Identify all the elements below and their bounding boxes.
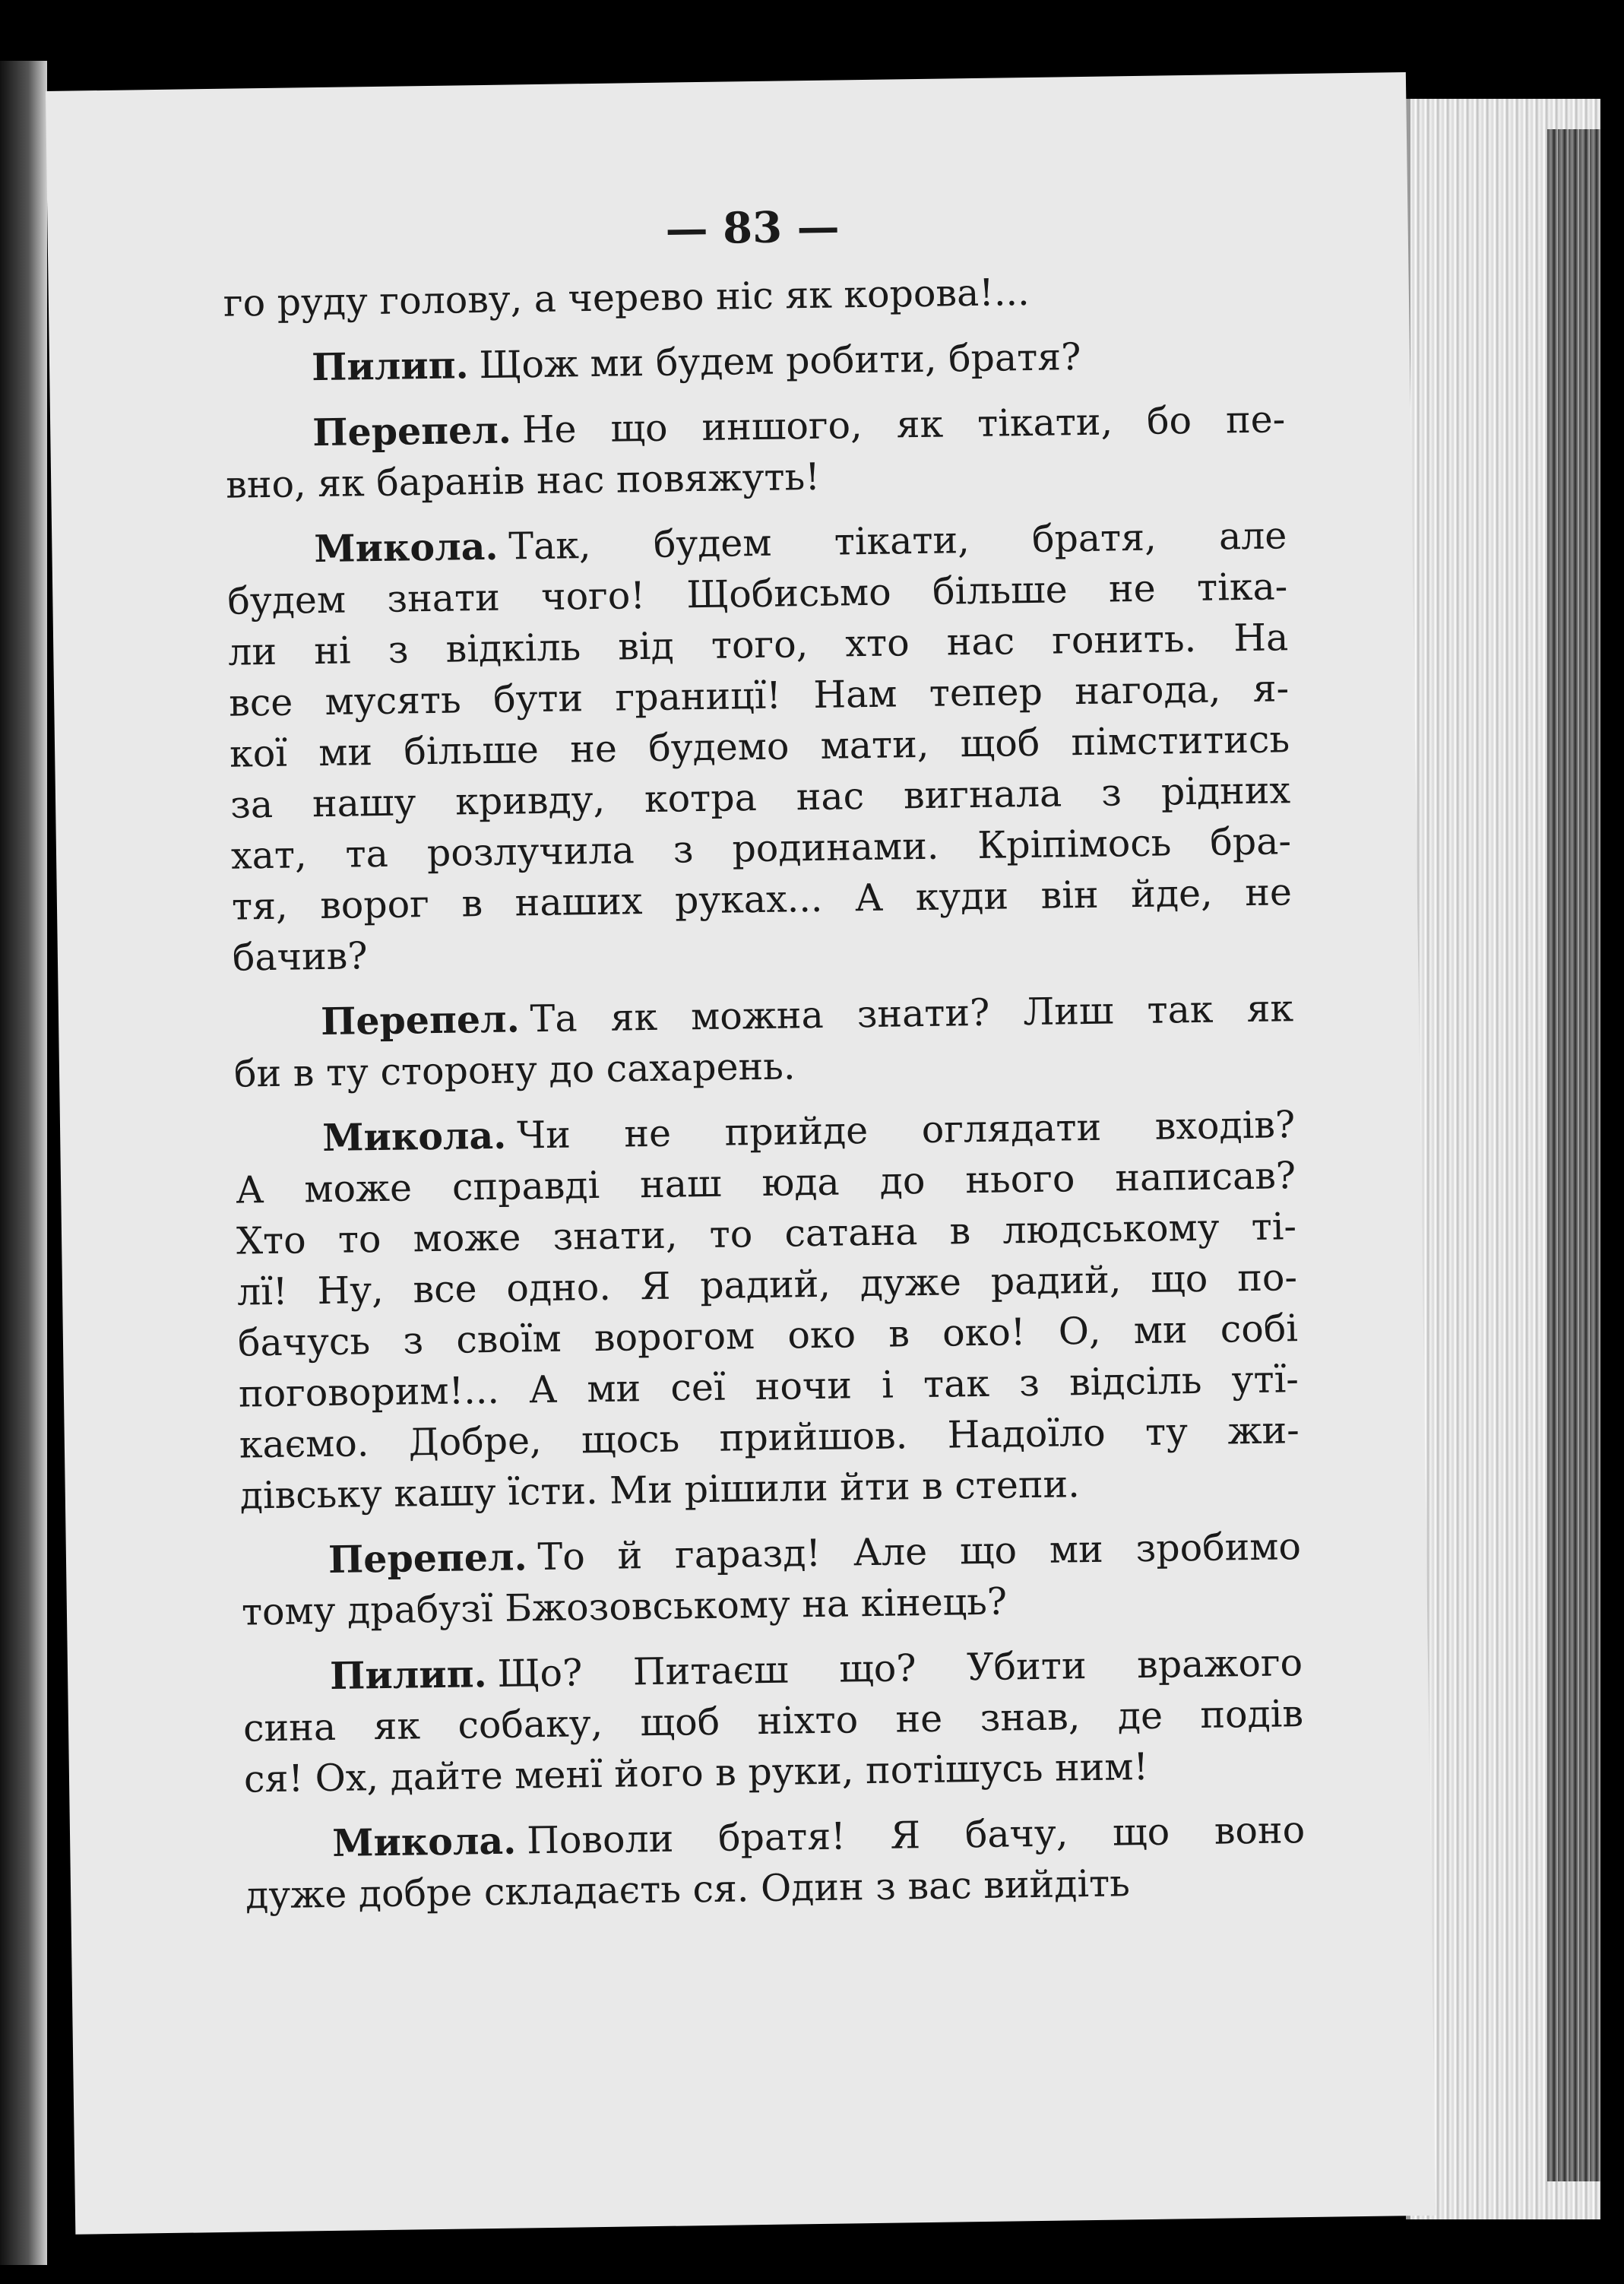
text-line bbox=[224, 328, 1285, 394]
paragraphs bbox=[223, 263, 1306, 1921]
line-text: Щож ми будем робити, братя? bbox=[479, 335, 1081, 388]
line-text: А може справді наш юда до нього написав? bbox=[235, 1154, 1296, 1212]
line-text: кої ми більше не будемо мати, щоб пімститись bbox=[229, 718, 1290, 776]
speaker-name: Пилип. bbox=[311, 343, 469, 390]
page-number: — 83 — bbox=[665, 201, 840, 255]
page-text bbox=[222, 195, 1306, 1935]
line-text: То й гаразд! Але що ми зробимо bbox=[537, 1525, 1302, 1579]
speaker-name: Перепел. bbox=[312, 407, 512, 455]
dialogue-paragraph bbox=[223, 263, 1284, 328]
speaker-name: Микола. bbox=[331, 1818, 517, 1865]
dialogue-paragraph bbox=[233, 983, 1295, 1099]
line-text: каємо. Добре, щось прийшов. Надоїло ту жи- bbox=[239, 1408, 1300, 1467]
line-text: тя, ворог в наших руках... А куди він йде, не bbox=[231, 870, 1293, 929]
page-edges bbox=[1406, 99, 1600, 2219]
line-text: дуже добре складаєть ся. Один з вас вийдіть bbox=[245, 1861, 1131, 1918]
line-text: ся! Ох, дайте менї його в руки, потішусь ним! bbox=[243, 1744, 1149, 1801]
line-text: Так, будем тікати, братя, але bbox=[508, 514, 1287, 569]
line-text: би в ту сторону до сахарень. bbox=[233, 1044, 796, 1096]
text-line bbox=[223, 263, 1284, 328]
book-page bbox=[46, 72, 1436, 2235]
speaker-name: Микола. bbox=[314, 524, 499, 572]
line-text: ли ні з відкіль від того, хто нас гонить. На bbox=[227, 616, 1289, 674]
line-text: Що? Питаєш що? Убити вражого bbox=[497, 1641, 1303, 1696]
dialogue-paragraph bbox=[225, 394, 1287, 510]
line-text: поговорим!... А ми сеї ночи і так з відсіль утї- bbox=[238, 1357, 1300, 1416]
line-text: все мусять бути границї! Нам тепер нагода, я- bbox=[228, 667, 1290, 725]
dialogue-paragraph bbox=[235, 1099, 1300, 1521]
line-text: сина як собаку, щоб ніхто не знав, де подів bbox=[242, 1692, 1304, 1750]
dialogue-paragraph bbox=[245, 1804, 1306, 1921]
line-text: Не що иншого, як тікати, бо пе- bbox=[521, 398, 1286, 452]
line-text: дівську кашу їсти. Ми рішили йти в степи. bbox=[239, 1462, 1081, 1518]
line-text: бачив? bbox=[232, 934, 368, 980]
speaker-name: Пилип. bbox=[329, 1652, 487, 1698]
line-text: за нашу кривду, котра нас вигнала з рідних bbox=[230, 768, 1291, 827]
line-text: Поволи братя! Я бачу, що воно bbox=[526, 1808, 1306, 1863]
line-text: бачусь з своїм ворогом око в око! О, ми собі bbox=[237, 1307, 1299, 1365]
line-text: будем знати чого! Щобисьмо більше не тіка- bbox=[226, 565, 1288, 623]
line-text: го руду голову, а черево ніс як корова!... bbox=[223, 270, 1030, 325]
speaker-name: Перепел. bbox=[320, 996, 521, 1044]
line-text: Чи не прийде оглядати входів? bbox=[516, 1103, 1296, 1158]
speaker-name: Микола. bbox=[321, 1113, 507, 1161]
book-spine bbox=[0, 61, 47, 2265]
dialogue-paragraph bbox=[224, 328, 1285, 394]
dialogue-paragraph bbox=[226, 510, 1293, 983]
speaker-name: Перепел. bbox=[328, 1535, 527, 1582]
line-text: Хто то може знати, то сатана в людському ті- bbox=[236, 1205, 1297, 1263]
dialogue-paragraph bbox=[241, 1521, 1303, 1637]
line-text: Та як можна знати? Лиш так як bbox=[530, 987, 1294, 1041]
dialogue-paragraph bbox=[242, 1637, 1305, 1804]
line-text: вно, як баранів нас повяжуть! bbox=[225, 455, 821, 507]
line-text: хат, та розлучила з родинами. Кріпімось бра- bbox=[230, 819, 1292, 878]
line-text: лї! Ну, все одно. Я радий, дуже радий, що по- bbox=[236, 1256, 1298, 1314]
line-text: тому драбузї Бжозовському на кінець? bbox=[241, 1579, 1008, 1634]
